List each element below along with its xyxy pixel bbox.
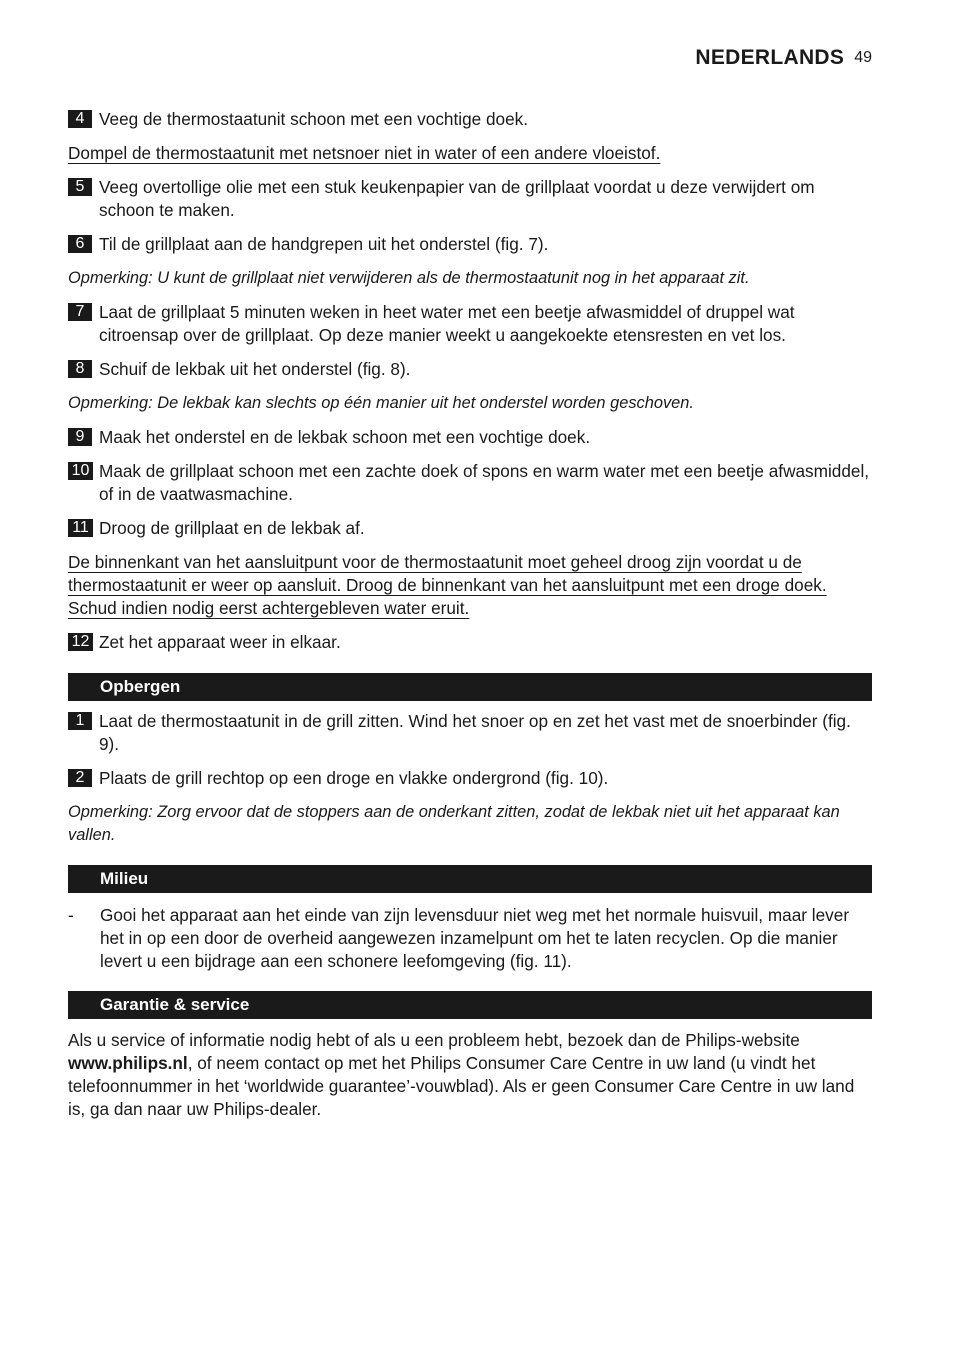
step-number: 10 <box>68 462 93 480</box>
step-9 <box>68 426 872 449</box>
step-number: 12 <box>68 633 93 651</box>
step-5 <box>68 176 872 222</box>
page-number: 49 <box>854 49 872 66</box>
warranty-text-after: , of neem contact op met het Philips Consumer Care Centre in uw land (u vindt het telefoonnummer in het ‘worldwide guarantee’-vouwblad). Als er geen Consumer Care Centre in uw land is, ga dan naar uw Philips-dealer. <box>68 1053 855 1119</box>
step-12 <box>68 631 872 654</box>
step-text: Laat de grillplaat 5 minuten weken in heet water met een beetje afwasmiddel of druppel wat citroensap over de grillplaat. Op deze manier weekt u aangekoekte etensresten en vet los. <box>99 302 795 345</box>
step-text: Laat de thermostaatunit in de grill zitten. Wind het snoer op en zet het vast met de snoerbinder (fig. 9). <box>99 711 851 754</box>
language-label: NEDERLANDS <box>695 46 845 69</box>
step-number: 9 <box>68 428 92 446</box>
note-text: Opmerking: De lekbak kan slechts op één manier uit het onderstel worden geschoven. <box>68 394 694 412</box>
step-number: 2 <box>68 769 92 787</box>
note-text: Opmerking: U kunt de grillplaat niet verwijderen als de thermostaatunit nog in het apparaat zit. <box>68 269 750 287</box>
step-text: Veeg de thermostaatunit schoon met een vochtige doek. <box>99 109 529 129</box>
warning-text: Dompel de thermostaatunit met netsnoer niet in water of een andere vloeistof. <box>68 143 661 163</box>
step-text: Til de grillplaat aan de handgrepen uit het onderstel (fig. 7). <box>99 234 549 254</box>
warning-text: De binnenkant van het aansluitpunt voor de thermostaatunit moet geheel droog zijn voordat u de thermostaatunit er weer op aansluit. Droog de binnenkant van het aansluitpunt met een droge doek. Schud indien nodig eerst achtergebleven water eruit. <box>68 552 827 618</box>
section-heading-garantie: Garantie & service <box>68 991 872 1019</box>
step-text: Schuif de lekbak uit het onderstel (fig. 8). <box>99 359 411 379</box>
step-text: Plaats de grill rechtop op een droge en vlakke ondergrond (fig. 10). <box>99 768 609 788</box>
step-11 <box>68 517 872 540</box>
bullet-dash: - <box>68 905 74 925</box>
step-4 <box>68 108 872 131</box>
step-7 <box>68 301 872 347</box>
step-number: 1 <box>68 712 92 730</box>
step-number: 7 <box>68 303 92 321</box>
step-number: 4 <box>68 110 92 128</box>
step-8 <box>68 358 872 381</box>
step-text: Zet het apparaat weer in elkaar. <box>99 632 341 652</box>
step-text: Maak het onderstel en de lekbak schoon met een vochtige doek. <box>99 427 591 447</box>
storage-step-2 <box>68 767 872 790</box>
environment-text: Gooi het apparaat aan het einde van zijn levensduur niet weg met het normale huisvuil, maar lever het in op een door de overheid aangewezen inzamelpunt om het te laten recyclen. Op die manier levert u een bijdrage aan een schonere leefomgeving (fig. 11). <box>100 905 850 971</box>
warranty-paragraph <box>68 1029 872 1121</box>
step-number: 11 <box>68 519 93 537</box>
page-header <box>68 46 872 70</box>
philips-website-link[interactable]: www.philips.nl <box>68 1053 188 1073</box>
warranty-text-before: Als u service of informatie nodig hebt of als u een probleem hebt, bezoek dan de Philips-website <box>68 1030 800 1050</box>
storage-step-1 <box>68 710 872 756</box>
note-text: Opmerking: Zorg ervoor dat de stoppers aan de onderkant zitten, zodat de lekbak niet uit het apparaat kan vallen. <box>68 803 840 844</box>
step-number: 8 <box>68 360 92 378</box>
step-text: Maak de grillplaat schoon met een zachte doek of spons en warm water met een beetje afwasmiddel, of in de vaatwasmachine. <box>99 461 870 504</box>
step-text: Veeg overtollige olie met een stuk keukenpapier van de grillplaat voordat u deze verwijdert om schoon te maken. <box>99 177 815 220</box>
section-heading-milieu: Milieu <box>68 865 872 893</box>
step-10 <box>68 460 872 506</box>
step-text: Droog de grillplaat en de lekbak af. <box>99 518 365 538</box>
step-number: 6 <box>68 235 92 253</box>
section-heading-opbergen: Opbergen <box>68 673 872 701</box>
step-6 <box>68 233 872 256</box>
environment-item <box>68 904 872 973</box>
step-number: 5 <box>68 178 92 196</box>
